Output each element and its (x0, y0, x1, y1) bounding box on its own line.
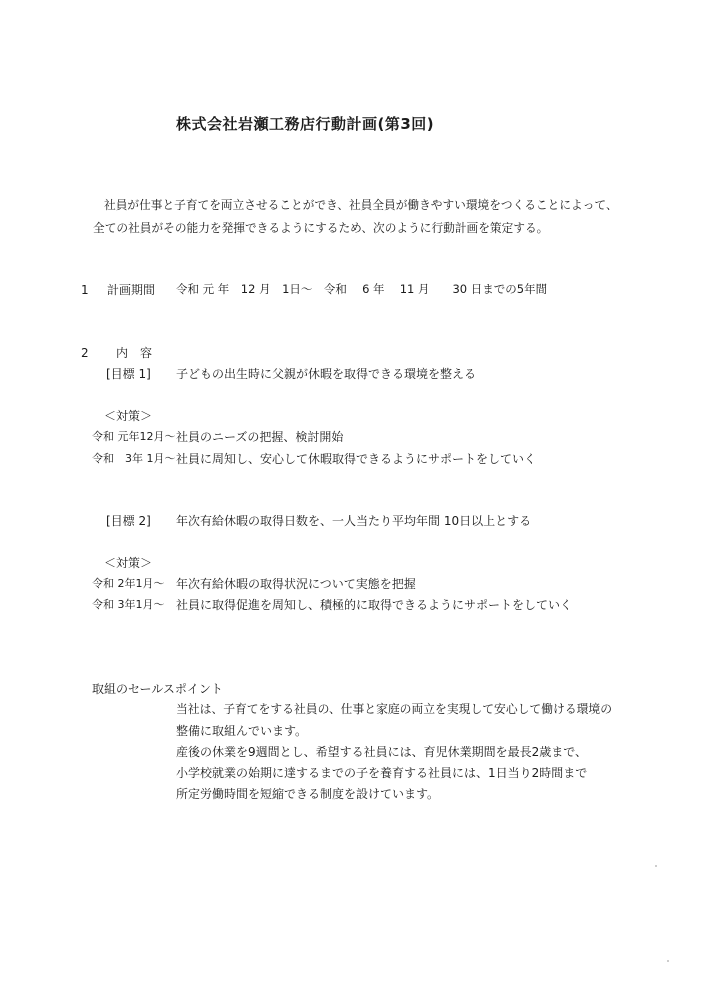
goal-2-measures-heading: ＜対策＞ (104, 556, 153, 570)
goal-2-measure-1-date: 令和 2年1月～ (92, 577, 165, 590)
goal-1-label: [目標 1] (106, 367, 151, 381)
selling-point-line-3: 産後の休業を9週間とし、希望する社員には、育児休業期間を最長2歳まで、 (176, 745, 588, 759)
section-1-label: 計画期間 (107, 283, 156, 297)
goal-2-measure-2-text: 社員に取得促進を周知し、積極的に取得できるようにサポートをしていく (176, 598, 573, 612)
selling-point-line-4: 小学校就業の始期に達するまでの子を養育する社員には、1日当り2時間まで (176, 766, 588, 780)
selling-point-line-2: 整備に取組んでいます。 (176, 724, 308, 738)
selling-point-line-1: 当社は、子育てをする社員の、仕事と家庭の両立を実現して安心して働ける環境の (176, 702, 613, 716)
selling-point-line-5: 所定労働時間を短縮できる制度を設けています。 (176, 787, 440, 801)
goal-2-label: [目標 2] (106, 514, 151, 528)
selling-points-heading: 取組のセールスポイント (92, 682, 223, 696)
document-title: 株式会社岩瀬工務店行動計画(第3回) (176, 115, 435, 133)
section-1-number: 1 (81, 283, 89, 297)
goal-1-measure-2-text: 社員に周知し、安心して休暇取得できるようにサポートをしていく (176, 452, 537, 466)
goal-1-measure-1-text: 社員のニーズの把握、検討開始 (176, 430, 344, 444)
goal-2-measure-2-date: 令和 3年1月～ (92, 598, 165, 611)
intro-line-2: 全ての社員がその能力を発揮できるようにするため、次のように行動計画を策定する。 (93, 221, 549, 235)
goal-2-measure-1-text: 年次有給休暇の取得状況について実態を把握 (176, 577, 416, 591)
scan-speck (667, 960, 669, 962)
plan-period: 令和 元 年 12 月 1日～ 令和 6 年 11 月 30 日までの5年間 (176, 282, 548, 296)
goal-1-measure-2-date: 令和 3年 1月～ (92, 452, 176, 465)
goal-1-measures-heading: ＜対策＞ (104, 409, 153, 423)
intro-line-1: 社員が仕事と子育てを両立させることができ、社員全員が働きやすい環境をつくることによって、 (104, 198, 618, 212)
goal-1-measure-1-date: 令和 元年12月～ (92, 430, 176, 443)
goal-2-text: 年次有給休暇の取得日数を、一人当たり平均年間 10日以上とする (176, 514, 532, 528)
section-2-number: 2 (81, 346, 89, 360)
goal-1-text: 子どもの出生時に父親が休暇を取得できる環境を整える (176, 367, 477, 381)
section-2-label: 内 容 (116, 346, 153, 360)
scan-speck (655, 865, 657, 867)
